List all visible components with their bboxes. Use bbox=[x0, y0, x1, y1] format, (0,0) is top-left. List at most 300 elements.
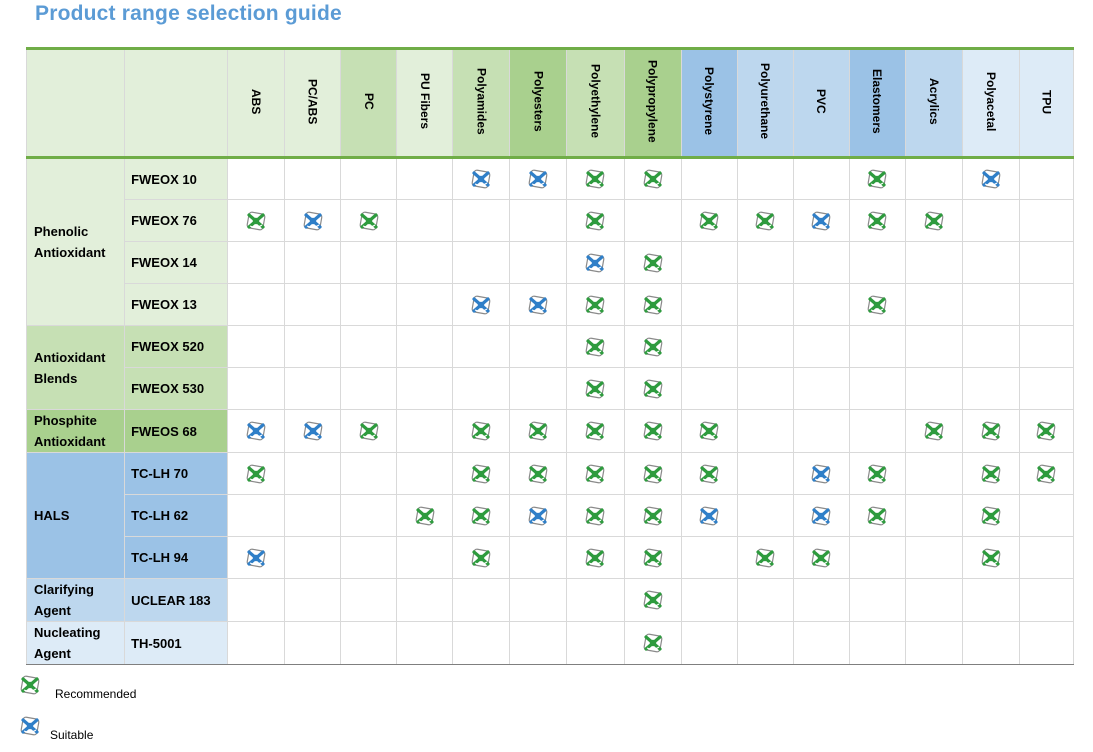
recommended-icon bbox=[471, 421, 491, 441]
compatibility-cell bbox=[624, 368, 681, 410]
compatibility-cell bbox=[228, 284, 285, 326]
compatibility-cell bbox=[510, 158, 567, 200]
compatibility-cell bbox=[285, 284, 341, 326]
compatibility-cell bbox=[341, 453, 397, 495]
recommended-icon bbox=[867, 506, 887, 526]
compatibility-cell bbox=[793, 622, 849, 665]
compatibility-cell bbox=[341, 284, 397, 326]
compatibility-cell bbox=[285, 537, 341, 579]
recommended-icon bbox=[1036, 421, 1056, 441]
compatibility-cell bbox=[397, 326, 453, 368]
compatibility-cell bbox=[1019, 537, 1073, 579]
compatibility-cell bbox=[228, 622, 285, 665]
compatibility-cell bbox=[228, 537, 285, 579]
category-cell: Antioxidant Blends bbox=[27, 326, 125, 410]
compatibility-cell bbox=[962, 368, 1019, 410]
compatibility-cell bbox=[228, 453, 285, 495]
recommended-icon bbox=[981, 464, 1001, 484]
recommended-icon bbox=[811, 548, 831, 568]
suitable-icon bbox=[585, 253, 605, 273]
recommended-icon bbox=[981, 548, 1001, 568]
compatibility-cell bbox=[737, 495, 793, 537]
compatibility-cell bbox=[453, 537, 510, 579]
recommended-icon bbox=[699, 421, 719, 441]
compatibility-cell bbox=[681, 242, 737, 284]
recommended-icon bbox=[643, 421, 663, 441]
compatibility-cell bbox=[285, 242, 341, 284]
column-header-label: PC bbox=[361, 93, 376, 110]
recommended-icon bbox=[585, 464, 605, 484]
compatibility-cell bbox=[681, 622, 737, 665]
compatibility-cell bbox=[793, 453, 849, 495]
legend-recommended-label: Recommended bbox=[55, 687, 137, 701]
compatibility-cell bbox=[510, 242, 567, 284]
compatibility-cell bbox=[962, 158, 1019, 200]
compatibility-cell bbox=[510, 579, 567, 622]
suitable-icon bbox=[811, 211, 831, 231]
compatibility-cell bbox=[624, 622, 681, 665]
compatibility-cell bbox=[624, 284, 681, 326]
compatibility-cell bbox=[849, 453, 905, 495]
compatibility-cell bbox=[905, 200, 962, 242]
compatibility-cell bbox=[962, 537, 1019, 579]
recommended-icon bbox=[867, 211, 887, 231]
table-row bbox=[27, 410, 1074, 453]
compatibility-cell bbox=[962, 242, 1019, 284]
compatibility-cell bbox=[793, 410, 849, 453]
compatibility-cell bbox=[624, 158, 681, 200]
table-row bbox=[27, 284, 1074, 326]
compatibility-cell bbox=[849, 368, 905, 410]
compatibility-cell bbox=[453, 453, 510, 495]
suitable-icon bbox=[471, 169, 491, 189]
recommended-icon bbox=[359, 421, 379, 441]
compatibility-cell bbox=[567, 495, 624, 537]
compatibility-cell bbox=[341, 410, 397, 453]
compatibility-cell bbox=[962, 579, 1019, 622]
compatibility-cell bbox=[849, 579, 905, 622]
compatibility-cell bbox=[341, 622, 397, 665]
compatibility-cell bbox=[453, 284, 510, 326]
compatibility-cell bbox=[905, 622, 962, 665]
compatibility-cell bbox=[397, 453, 453, 495]
compatibility-cell bbox=[285, 326, 341, 368]
compatibility-cell bbox=[341, 158, 397, 200]
compatibility-cell bbox=[793, 326, 849, 368]
compatibility-cell bbox=[905, 579, 962, 622]
table-row bbox=[27, 200, 1074, 242]
suitable-icon bbox=[811, 464, 831, 484]
recommended-icon bbox=[585, 169, 605, 189]
legend-recommended bbox=[20, 675, 220, 705]
selection-table bbox=[26, 47, 1074, 665]
compatibility-cell bbox=[228, 579, 285, 622]
compatibility-cell bbox=[397, 579, 453, 622]
compatibility-cell bbox=[737, 579, 793, 622]
column-header-label: PVC bbox=[814, 89, 829, 114]
compatibility-cell bbox=[397, 495, 453, 537]
compatibility-cell bbox=[737, 368, 793, 410]
column-header bbox=[567, 49, 624, 158]
compatibility-cell bbox=[453, 579, 510, 622]
recommended-icon bbox=[585, 379, 605, 399]
compatibility-cell bbox=[905, 410, 962, 453]
compatibility-cell bbox=[510, 537, 567, 579]
recommended-icon bbox=[699, 464, 719, 484]
recommended-icon bbox=[471, 506, 491, 526]
suitable-icon bbox=[528, 169, 548, 189]
column-header bbox=[681, 49, 737, 158]
suitable-icon bbox=[246, 421, 266, 441]
column-header bbox=[341, 49, 397, 158]
compatibility-cell bbox=[228, 242, 285, 284]
compatibility-cell bbox=[905, 158, 962, 200]
compatibility-cell bbox=[849, 622, 905, 665]
column-header-label: Polyethylene bbox=[588, 64, 603, 139]
category-cell: Clarifying Agent bbox=[27, 579, 125, 622]
recommended-icon bbox=[1036, 464, 1056, 484]
recommended-icon bbox=[643, 253, 663, 273]
suitable-icon bbox=[528, 295, 548, 315]
compatibility-cell bbox=[228, 368, 285, 410]
recommended-icon bbox=[471, 548, 491, 568]
compatibility-cell bbox=[285, 410, 341, 453]
compatibility-cell bbox=[228, 326, 285, 368]
compatibility-cell bbox=[397, 622, 453, 665]
product-cell: UCLEAR 183 bbox=[125, 579, 228, 622]
column-header-label: Acrylics bbox=[926, 78, 941, 125]
column-header bbox=[624, 49, 681, 158]
recommended-icon bbox=[924, 421, 944, 441]
compatibility-cell bbox=[681, 284, 737, 326]
compatibility-cell bbox=[681, 579, 737, 622]
compatibility-cell bbox=[681, 537, 737, 579]
column-header bbox=[1019, 49, 1073, 158]
legend-suitable-label: Suitable bbox=[50, 728, 94, 742]
suitable-icon bbox=[303, 211, 323, 231]
column-header-label: Polystyrene bbox=[702, 67, 717, 136]
compatibility-cell bbox=[341, 495, 397, 537]
compatibility-cell bbox=[681, 200, 737, 242]
compatibility-cell bbox=[397, 284, 453, 326]
compatibility-cell bbox=[397, 368, 453, 410]
compatibility-cell bbox=[681, 495, 737, 537]
recommended-icon bbox=[585, 295, 605, 315]
recommended-icon bbox=[359, 211, 379, 231]
compatibility-cell bbox=[737, 537, 793, 579]
recommended-icon bbox=[643, 633, 663, 653]
compatibility-cell bbox=[737, 158, 793, 200]
compatibility-cell bbox=[905, 537, 962, 579]
product-cell: FWEOX 76 bbox=[125, 200, 228, 242]
recommended-icon bbox=[755, 548, 775, 568]
compatibility-cell bbox=[510, 495, 567, 537]
suitable-icon bbox=[811, 506, 831, 526]
suitable-icon bbox=[20, 716, 40, 736]
compatibility-cell bbox=[567, 242, 624, 284]
suitable-icon bbox=[528, 506, 548, 526]
compatibility-cell bbox=[285, 622, 341, 665]
recommended-icon bbox=[471, 464, 491, 484]
compatibility-cell bbox=[453, 495, 510, 537]
compatibility-cell bbox=[228, 495, 285, 537]
compatibility-cell bbox=[849, 284, 905, 326]
column-header bbox=[228, 49, 285, 158]
compatibility-cell bbox=[453, 158, 510, 200]
compatibility-cell bbox=[681, 158, 737, 200]
compatibility-cell bbox=[624, 495, 681, 537]
column-header bbox=[849, 49, 905, 158]
product-cell: TH-5001 bbox=[125, 622, 228, 665]
compatibility-cell bbox=[453, 242, 510, 284]
compatibility-cell bbox=[793, 495, 849, 537]
compatibility-cell bbox=[285, 200, 341, 242]
compatibility-cell bbox=[681, 368, 737, 410]
compatibility-cell bbox=[1019, 368, 1073, 410]
recommended-icon bbox=[585, 337, 605, 357]
product-cell: FWEOX 530 bbox=[125, 368, 228, 410]
compatibility-cell bbox=[397, 242, 453, 284]
column-header-label: Polypropylene bbox=[645, 60, 660, 143]
recommended-icon bbox=[981, 506, 1001, 526]
compatibility-cell bbox=[624, 537, 681, 579]
compatibility-cell bbox=[285, 368, 341, 410]
compatibility-cell bbox=[737, 242, 793, 284]
compatibility-cell bbox=[737, 326, 793, 368]
column-header bbox=[793, 49, 849, 158]
compatibility-cell bbox=[567, 410, 624, 453]
compatibility-cell bbox=[1019, 242, 1073, 284]
recommended-icon bbox=[643, 295, 663, 315]
product-cell: TC-LH 94 bbox=[125, 537, 228, 579]
compatibility-cell bbox=[962, 410, 1019, 453]
recommended-icon bbox=[867, 464, 887, 484]
compatibility-cell bbox=[341, 200, 397, 242]
compatibility-cell bbox=[567, 326, 624, 368]
product-cell: FWEOX 520 bbox=[125, 326, 228, 368]
table-row bbox=[27, 537, 1074, 579]
compatibility-cell bbox=[793, 579, 849, 622]
suitable-icon bbox=[303, 421, 323, 441]
product-cell: TC-LH 70 bbox=[125, 453, 228, 495]
compatibility-cell bbox=[624, 326, 681, 368]
compatibility-cell bbox=[737, 622, 793, 665]
header-empty-product bbox=[125, 49, 228, 158]
column-header bbox=[962, 49, 1019, 158]
header-empty-category bbox=[27, 49, 125, 158]
compatibility-cell bbox=[453, 368, 510, 410]
page-title: Product range selection guide bbox=[35, 2, 342, 25]
compatibility-cell bbox=[567, 537, 624, 579]
compatibility-cell bbox=[285, 453, 341, 495]
compatibility-cell bbox=[849, 537, 905, 579]
column-header-label: PC/ABS bbox=[305, 78, 320, 125]
compatibility-cell bbox=[1019, 579, 1073, 622]
table-row bbox=[27, 622, 1074, 665]
recommended-icon bbox=[585, 421, 605, 441]
compatibility-cell bbox=[849, 326, 905, 368]
recommended-icon bbox=[528, 464, 548, 484]
recommended-icon bbox=[20, 675, 40, 695]
compatibility-cell bbox=[624, 242, 681, 284]
product-cell: FWEOS 68 bbox=[125, 410, 228, 453]
column-header-label: ABS bbox=[249, 88, 264, 115]
compatibility-cell bbox=[567, 368, 624, 410]
category-cell: Phosphite Antioxidant bbox=[27, 410, 125, 453]
compatibility-cell bbox=[624, 410, 681, 453]
column-header bbox=[453, 49, 510, 158]
column-header-label: PU Fibers bbox=[417, 73, 432, 130]
compatibility-cell bbox=[793, 242, 849, 284]
table-row bbox=[27, 242, 1074, 284]
compatibility-cell bbox=[905, 368, 962, 410]
column-header-label: Polyacetal bbox=[983, 71, 998, 132]
compatibility-cell bbox=[1019, 284, 1073, 326]
compatibility-cell bbox=[228, 200, 285, 242]
recommended-icon bbox=[585, 548, 605, 568]
compatibility-cell bbox=[849, 158, 905, 200]
compatibility-cell bbox=[397, 410, 453, 453]
table-row bbox=[27, 579, 1074, 622]
product-cell: TC-LH 62 bbox=[125, 495, 228, 537]
compatibility-cell bbox=[962, 622, 1019, 665]
compatibility-cell bbox=[1019, 622, 1073, 665]
compatibility-cell bbox=[397, 537, 453, 579]
compatibility-cell bbox=[624, 453, 681, 495]
recommended-icon bbox=[246, 464, 266, 484]
compatibility-cell bbox=[228, 158, 285, 200]
suitable-icon bbox=[699, 506, 719, 526]
recommended-icon bbox=[246, 211, 266, 231]
recommended-icon bbox=[585, 211, 605, 231]
compatibility-cell bbox=[510, 200, 567, 242]
recommended-icon bbox=[643, 464, 663, 484]
column-header bbox=[285, 49, 341, 158]
compatibility-cell bbox=[1019, 410, 1073, 453]
category-cell: Nucleating Agent bbox=[27, 622, 125, 665]
recommended-icon bbox=[643, 590, 663, 610]
recommended-icon bbox=[755, 211, 775, 231]
compatibility-cell bbox=[510, 453, 567, 495]
recommended-icon bbox=[643, 379, 663, 399]
compatibility-cell bbox=[453, 622, 510, 665]
compatibility-cell bbox=[1019, 453, 1073, 495]
recommended-icon bbox=[867, 295, 887, 315]
compatibility-cell bbox=[453, 410, 510, 453]
column-header bbox=[737, 49, 793, 158]
compatibility-cell bbox=[849, 242, 905, 284]
compatibility-cell bbox=[624, 200, 681, 242]
recommended-icon bbox=[924, 211, 944, 231]
table-header-row bbox=[27, 49, 1074, 158]
table-row bbox=[27, 495, 1074, 537]
recommended-icon bbox=[528, 421, 548, 441]
compatibility-cell bbox=[567, 622, 624, 665]
compatibility-cell bbox=[1019, 158, 1073, 200]
compatibility-cell bbox=[849, 200, 905, 242]
compatibility-cell bbox=[341, 537, 397, 579]
compatibility-cell bbox=[341, 579, 397, 622]
compatibility-cell bbox=[962, 495, 1019, 537]
product-cell: FWEOX 10 bbox=[125, 158, 228, 200]
compatibility-cell bbox=[285, 495, 341, 537]
table-row bbox=[27, 453, 1074, 495]
compatibility-cell bbox=[737, 200, 793, 242]
column-header-label: Elastomers bbox=[870, 69, 885, 134]
recommended-icon bbox=[643, 506, 663, 526]
compatibility-cell bbox=[793, 158, 849, 200]
compatibility-cell bbox=[905, 242, 962, 284]
compatibility-cell bbox=[397, 200, 453, 242]
table-row bbox=[27, 326, 1074, 368]
compatibility-cell bbox=[228, 410, 285, 453]
column-header bbox=[510, 49, 567, 158]
compatibility-cell bbox=[793, 537, 849, 579]
compatibility-cell bbox=[510, 410, 567, 453]
compatibility-cell bbox=[567, 579, 624, 622]
column-header bbox=[905, 49, 962, 158]
compatibility-cell bbox=[510, 284, 567, 326]
compatibility-cell bbox=[737, 410, 793, 453]
recommended-icon bbox=[643, 548, 663, 568]
recommended-icon bbox=[699, 211, 719, 231]
table-row bbox=[27, 368, 1074, 410]
compatibility-cell bbox=[453, 200, 510, 242]
column-header bbox=[397, 49, 453, 158]
compatibility-cell bbox=[510, 368, 567, 410]
compatibility-cell bbox=[905, 284, 962, 326]
compatibility-cell bbox=[341, 368, 397, 410]
table-row bbox=[27, 158, 1074, 200]
compatibility-cell bbox=[849, 495, 905, 537]
compatibility-cell bbox=[510, 622, 567, 665]
compatibility-cell bbox=[397, 158, 453, 200]
product-cell: FWEOX 13 bbox=[125, 284, 228, 326]
category-cell: HALS bbox=[27, 453, 125, 579]
compatibility-cell bbox=[962, 453, 1019, 495]
compatibility-cell bbox=[285, 158, 341, 200]
compatibility-cell bbox=[681, 453, 737, 495]
compatibility-cell bbox=[510, 326, 567, 368]
column-header-label: Polyesters bbox=[531, 71, 546, 132]
compatibility-cell bbox=[737, 284, 793, 326]
compatibility-cell bbox=[681, 326, 737, 368]
compatibility-cell bbox=[905, 453, 962, 495]
compatibility-cell bbox=[341, 242, 397, 284]
compatibility-cell bbox=[567, 158, 624, 200]
column-header-label: Polyurethane bbox=[758, 63, 773, 140]
compatibility-cell bbox=[341, 326, 397, 368]
recommended-icon bbox=[867, 169, 887, 189]
compatibility-cell bbox=[567, 453, 624, 495]
compatibility-cell bbox=[793, 284, 849, 326]
compatibility-cell bbox=[1019, 326, 1073, 368]
column-header-label: TPU bbox=[1039, 89, 1054, 114]
compatibility-cell bbox=[285, 579, 341, 622]
category-cell: Phenolic Antioxidant bbox=[27, 158, 125, 326]
suitable-icon bbox=[246, 548, 266, 568]
compatibility-cell bbox=[453, 326, 510, 368]
compatibility-cell bbox=[793, 200, 849, 242]
compatibility-cell bbox=[849, 410, 905, 453]
product-cell: FWEOX 14 bbox=[125, 242, 228, 284]
compatibility-cell bbox=[1019, 495, 1073, 537]
compatibility-cell bbox=[962, 326, 1019, 368]
recommended-icon bbox=[643, 337, 663, 357]
compatibility-cell bbox=[567, 200, 624, 242]
compatibility-cell bbox=[793, 368, 849, 410]
recommended-icon bbox=[981, 421, 1001, 441]
